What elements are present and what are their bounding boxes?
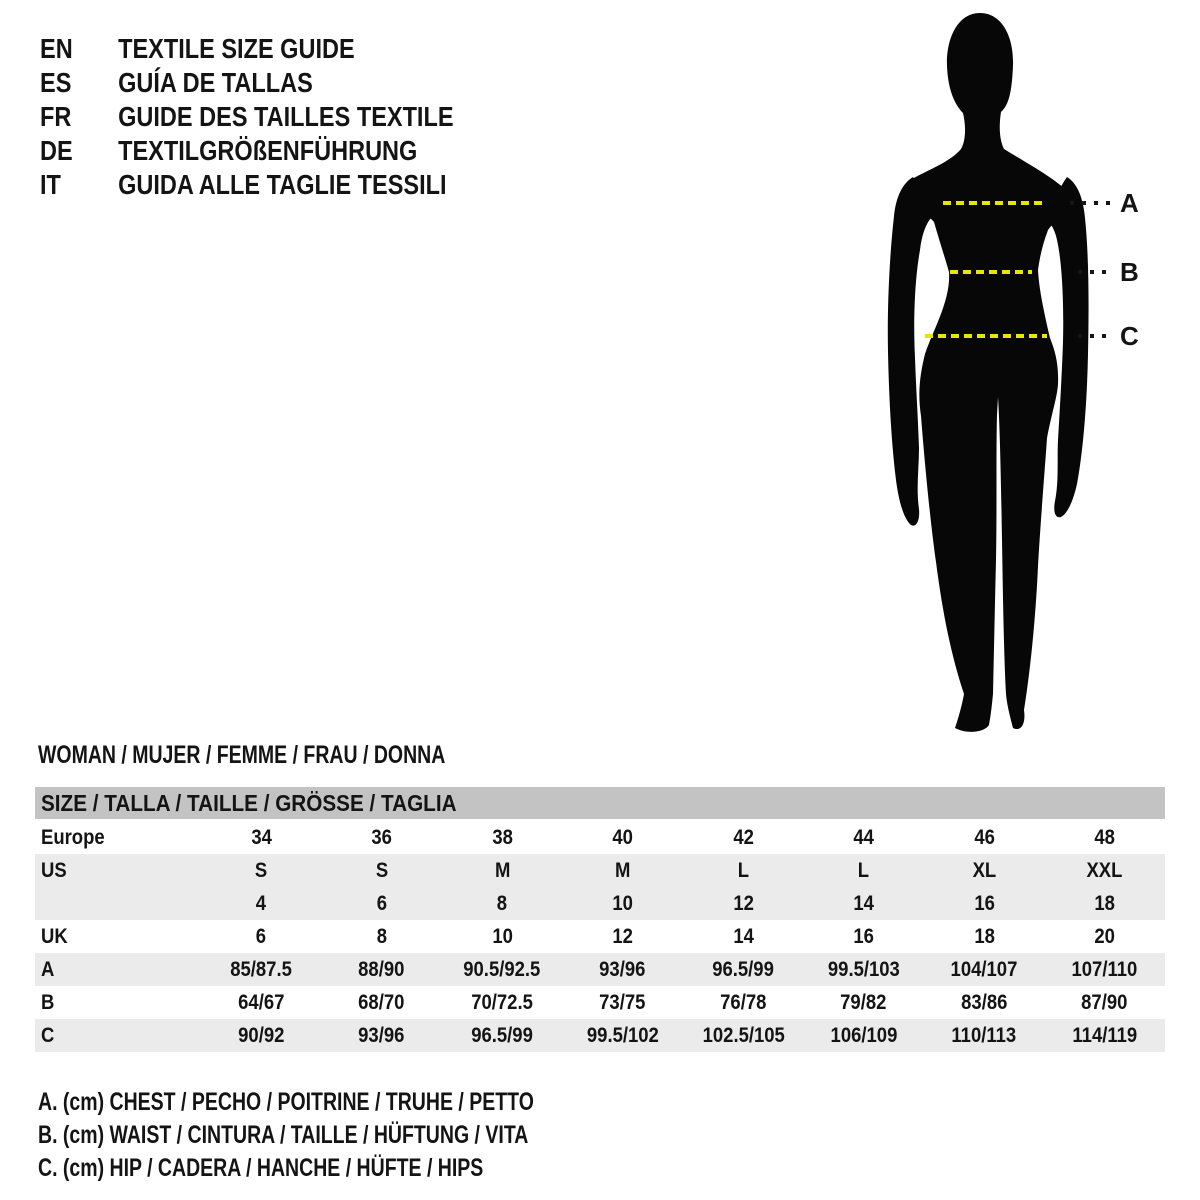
size-value-cell: 88/90 [358, 958, 405, 981]
size-value-cell: 46 [973, 826, 995, 849]
size-table-header-label: SIZE / TALLA / TAILLE / GRÖSSE / TAGLIA [41, 790, 457, 816]
size-value-cell: 12 [732, 892, 754, 915]
size-value-cell: 16 [853, 925, 875, 948]
size-table [35, 787, 1165, 1052]
size-value-cell: M [494, 859, 510, 882]
table-row [35, 953, 1165, 986]
language-code: EN [40, 33, 73, 64]
legend-line-waist: B. (cm) WAIST / CINTURA / TAILLE / HÜFTUNG / VITA [38, 1121, 529, 1149]
measurement-figure [860, 0, 1200, 740]
size-value-cell: 70/72.5 [471, 991, 534, 1014]
table-row [35, 986, 1165, 1019]
size-value-cell: 48 [1094, 826, 1116, 849]
waist-label: B [1120, 257, 1139, 287]
size-value-cell: L [737, 859, 749, 882]
size-value-cell: 34 [250, 826, 272, 849]
table-row [35, 854, 1165, 887]
size-value-cell: 104/107 [950, 958, 1018, 981]
size-value-cell: S [255, 859, 268, 882]
size-value-cell: 8 [497, 892, 508, 915]
size-value-cell: 114/119 [1072, 1024, 1138, 1047]
guide-title-es: GUÍA DE TALLAS [118, 67, 313, 98]
size-value-cell: 14 [732, 925, 754, 948]
row-label: B [41, 991, 55, 1014]
legend-line-chest: A. (cm) CHEST / PECHO / POITRINE / TRUHE / PETTO [38, 1088, 534, 1116]
size-value-cell: 93/96 [599, 958, 646, 981]
table-row [35, 920, 1165, 953]
size-value-cell: 99.5/102 [586, 1024, 659, 1047]
size-value-cell: 18 [1094, 892, 1116, 915]
size-value-cell: 36 [371, 826, 393, 849]
size-value-cell: 107/110 [1071, 958, 1138, 981]
size-value-cell: 90.5/92.5 [463, 958, 541, 981]
size-value-cell: 90/92 [238, 1024, 285, 1047]
size-value-cell: 93/96 [358, 1024, 405, 1047]
list-item [40, 66, 454, 100]
row-label: UK [41, 925, 68, 948]
measurement-legend [38, 1086, 674, 1185]
guide-title-en: TEXTILE SIZE GUIDE [118, 33, 355, 64]
size-value-cell: S [375, 859, 388, 882]
list-item [40, 134, 454, 168]
guide-title-fr: GUIDE DES TAILLES TEXTILE [118, 101, 454, 132]
list-item [40, 100, 454, 134]
table-row [35, 1019, 1165, 1052]
size-value-cell: 87/90 [1081, 991, 1128, 1014]
silhouette-left-arm [888, 177, 931, 526]
size-value-cell: 99.5/103 [827, 958, 900, 981]
size-table-header [35, 787, 1165, 819]
size-value-cell: 68/70 [358, 991, 405, 1014]
woman-silhouette [860, 0, 1200, 740]
guide-title-de: TEXTILGRÖßENFÜHRUNG [118, 135, 418, 166]
row-label: A [41, 958, 55, 981]
row-label [35, 887, 201, 920]
table-row [35, 821, 1165, 854]
size-value-cell: 96.5/99 [712, 958, 775, 981]
section-title-woman: WOMAN / MUJER / FEMME / FRAU / DONNA [38, 741, 446, 769]
row-label: US [41, 859, 67, 882]
size-value-cell: 96.5/99 [471, 1024, 534, 1047]
size-value-cell: 38 [491, 826, 513, 849]
language-guide-list [40, 32, 454, 202]
size-value-cell: 16 [973, 892, 995, 915]
size-value-cell: 64/67 [238, 991, 285, 1014]
size-value-cell: XL [972, 859, 997, 882]
size-value-cell: 14 [853, 892, 875, 915]
size-value-cell: 8 [376, 925, 387, 948]
chest-label: A [1120, 188, 1139, 218]
language-code: IT [40, 169, 61, 200]
size-value-cell: 10 [612, 892, 634, 915]
size-value-cell: 85/87.5 [230, 958, 293, 981]
size-value-cell: 40 [612, 826, 634, 849]
row-label: C [41, 1024, 55, 1047]
size-value-cell: 12 [612, 925, 634, 948]
language-code: ES [40, 67, 72, 98]
size-value-cell: M [615, 859, 631, 882]
size-value-cell: 42 [732, 826, 754, 849]
hip-label: C [1120, 321, 1139, 351]
list-item [40, 32, 454, 66]
size-value-cell: 76/78 [720, 991, 767, 1014]
size-value-cell: XXL [1086, 859, 1123, 882]
size-value-cell: L [858, 859, 870, 882]
guide-title-it: GUIDA ALLE TAGLIE TESSILI [118, 169, 447, 200]
size-value-cell: 73/75 [599, 991, 646, 1014]
size-value-cell: 79/82 [840, 991, 887, 1014]
size-value-cell: 4 [256, 892, 267, 915]
silhouette-body [904, 13, 1070, 732]
table-row [35, 887, 1165, 920]
language-code: DE [40, 135, 73, 166]
size-value-cell: 6 [376, 892, 387, 915]
size-value-cell: 18 [973, 925, 995, 948]
size-value-cell: 44 [853, 826, 875, 849]
legend-line-hip: C. (cm) HIP / CADERA / HANCHE / HÜFTE / HIPS [38, 1154, 484, 1182]
size-value-cell: 102.5/105 [702, 1024, 785, 1047]
row-label: Europe [41, 826, 105, 849]
size-value-cell: 83/86 [961, 991, 1008, 1014]
size-value-cell: 10 [491, 925, 513, 948]
size-value-cell: 110/113 [951, 1024, 1017, 1047]
size-value-cell: 106/109 [830, 1024, 898, 1047]
language-code: FR [40, 101, 72, 132]
list-item [40, 168, 454, 202]
size-value-cell: 6 [256, 925, 267, 948]
size-value-cell: 20 [1094, 925, 1116, 948]
size-table-rows [35, 821, 1165, 1052]
